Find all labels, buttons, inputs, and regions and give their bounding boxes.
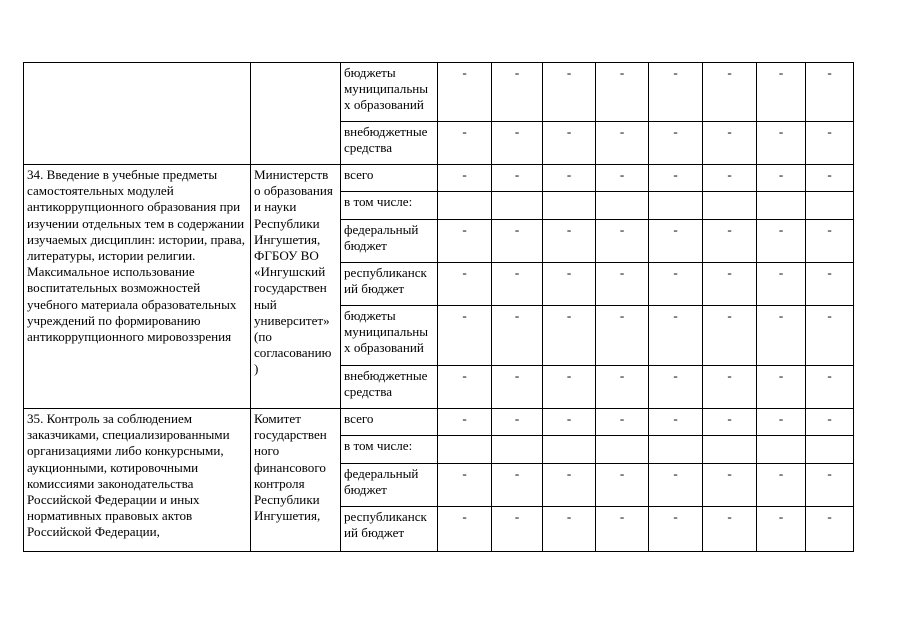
funding-value-cell [649, 192, 703, 220]
funding-source-label: внебюджетные средства [341, 122, 438, 165]
funding-value-cell: - [596, 220, 649, 263]
funding-value-cell: - [438, 409, 492, 436]
table-row [24, 409, 854, 436]
funding-value-cell: - [806, 122, 854, 165]
measure-description: 34. Введение в учебные предметы самостоятельных модулей антикоррупционного образования при изучении отдельных тем в содержании изучаемых дисциплин: истории, права, литературы, истории религии. Максимальное использование воспитательных возможностей учебного материала образовательных учреждений по формированию антикоррупционного мировоззрения [24, 165, 251, 409]
funding-value-cell: - [703, 464, 757, 507]
funding-value-cell: - [438, 464, 492, 507]
table-row [24, 165, 854, 192]
funding-value-cell [596, 192, 649, 220]
funding-value-cell: - [649, 409, 703, 436]
funding-value-cell: - [806, 220, 854, 263]
table-row [24, 63, 854, 122]
funding-value-cell: - [757, 263, 806, 306]
funding-value-cell: - [596, 366, 649, 409]
funding-value-cell: - [806, 409, 854, 436]
funding-value-cell: - [543, 220, 596, 263]
funding-value-cell: - [438, 220, 492, 263]
funding-value-cell: - [703, 263, 757, 306]
funding-value-cell: - [806, 366, 854, 409]
funding-value-cell [492, 192, 543, 220]
funding-value-cell: - [757, 122, 806, 165]
program-financing-table [23, 62, 854, 552]
funding-value-cell: - [703, 409, 757, 436]
funding-source-label: федеральный бюджет [341, 464, 438, 507]
funding-value-cell: - [757, 409, 806, 436]
funding-value-cell: - [492, 464, 543, 507]
table-body [24, 63, 854, 552]
funding-value-cell: - [543, 63, 596, 122]
funding-value-cell: - [649, 63, 703, 122]
funding-source-label: республиканск ий бюджет [341, 507, 438, 552]
funding-source-label: республиканск ий бюджет [341, 263, 438, 306]
funding-value-cell: - [543, 464, 596, 507]
funding-value-cell: - [596, 263, 649, 306]
funding-value-cell: - [543, 122, 596, 165]
funding-value-cell: - [543, 507, 596, 552]
funding-value-cell: - [649, 464, 703, 507]
funding-value-cell [543, 192, 596, 220]
funding-value-cell [438, 436, 492, 464]
funding-value-cell: - [757, 366, 806, 409]
funding-value-cell: - [703, 63, 757, 122]
funding-value-cell: - [649, 165, 703, 192]
funding-value-cell: - [492, 366, 543, 409]
funding-value-cell: - [649, 263, 703, 306]
funding-value-cell: - [492, 507, 543, 552]
funding-value-cell: - [438, 507, 492, 552]
funding-value-cell: - [492, 220, 543, 263]
funding-value-cell: - [806, 263, 854, 306]
funding-value-cell: - [806, 63, 854, 122]
funding-value-cell: - [806, 507, 854, 552]
funding-value-cell: - [806, 165, 854, 192]
funding-value-cell: - [649, 507, 703, 552]
funding-value-cell: - [492, 306, 543, 366]
funding-source-label: всего [341, 165, 438, 192]
funding-value-cell [543, 436, 596, 464]
funding-source-label: федеральный бюджет [341, 220, 438, 263]
funding-value-cell [596, 436, 649, 464]
funding-value-cell: - [757, 63, 806, 122]
funding-source-label: бюджеты муниципальны х образований [341, 306, 438, 366]
funding-value-cell: - [543, 263, 596, 306]
funding-value-cell: - [438, 306, 492, 366]
funding-value-cell: - [438, 165, 492, 192]
funding-value-cell [703, 436, 757, 464]
funding-value-cell [806, 192, 854, 220]
measure-description [24, 63, 251, 165]
funding-value-cell: - [596, 122, 649, 165]
funding-value-cell [806, 436, 854, 464]
funding-value-cell: - [703, 220, 757, 263]
funding-source-label: внебюджетные средства [341, 366, 438, 409]
funding-value-cell: - [543, 165, 596, 192]
funding-value-cell: - [438, 63, 492, 122]
funding-value-cell: - [703, 122, 757, 165]
funding-source-label: в том числе: [341, 436, 438, 464]
funding-source-label: в том числе: [341, 192, 438, 220]
funding-value-cell: - [703, 366, 757, 409]
funding-value-cell: - [438, 122, 492, 165]
funding-value-cell: - [649, 122, 703, 165]
funding-value-cell: - [492, 263, 543, 306]
funding-value-cell [757, 192, 806, 220]
funding-value-cell: - [757, 306, 806, 366]
measure-executor [251, 63, 341, 165]
funding-value-cell: - [806, 464, 854, 507]
funding-value-cell: - [806, 306, 854, 366]
funding-value-cell [492, 436, 543, 464]
funding-value-cell: - [757, 165, 806, 192]
measure-executor: Министерств о образования и науки Республики Ингушетия, ФГБОУ ВО «Ингушский государствен ный университет» (по согласованию ) [251, 165, 341, 409]
funding-value-cell: - [543, 306, 596, 366]
funding-value-cell: - [438, 366, 492, 409]
funding-value-cell: - [649, 306, 703, 366]
funding-value-cell: - [596, 165, 649, 192]
funding-value-cell: - [596, 464, 649, 507]
measure-description: 35. Контроль за соблюдением заказчиками, специализированными организациями либо конкурсными, аукционными, котировочными комиссиями законодательства Российской Федерации и иных нормативных правовых актов Российской Федерации, [24, 409, 251, 552]
funding-value-cell: - [596, 507, 649, 552]
funding-value-cell: - [492, 409, 543, 436]
funding-value-cell: - [492, 122, 543, 165]
funding-value-cell: - [543, 366, 596, 409]
funding-value-cell: - [438, 263, 492, 306]
funding-value-cell [703, 192, 757, 220]
funding-value-cell: - [596, 306, 649, 366]
funding-value-cell: - [703, 306, 757, 366]
funding-value-cell: - [596, 63, 649, 122]
funding-value-cell: - [492, 63, 543, 122]
funding-value-cell: - [757, 220, 806, 263]
funding-value-cell: - [543, 409, 596, 436]
funding-value-cell [757, 436, 806, 464]
measure-executor: Комитет государствен ного финансового контроля Республики Ингушетия, [251, 409, 341, 552]
funding-source-label: всего [341, 409, 438, 436]
funding-source-label: бюджеты муниципальны х образований [341, 63, 438, 122]
funding-value-cell: - [596, 409, 649, 436]
funding-value-cell [649, 436, 703, 464]
funding-value-cell: - [649, 220, 703, 263]
funding-value-cell: - [757, 507, 806, 552]
funding-value-cell [438, 192, 492, 220]
funding-value-cell: - [703, 507, 757, 552]
funding-value-cell: - [649, 366, 703, 409]
funding-value-cell: - [492, 165, 543, 192]
funding-value-cell: - [703, 165, 757, 192]
funding-value-cell: - [757, 464, 806, 507]
